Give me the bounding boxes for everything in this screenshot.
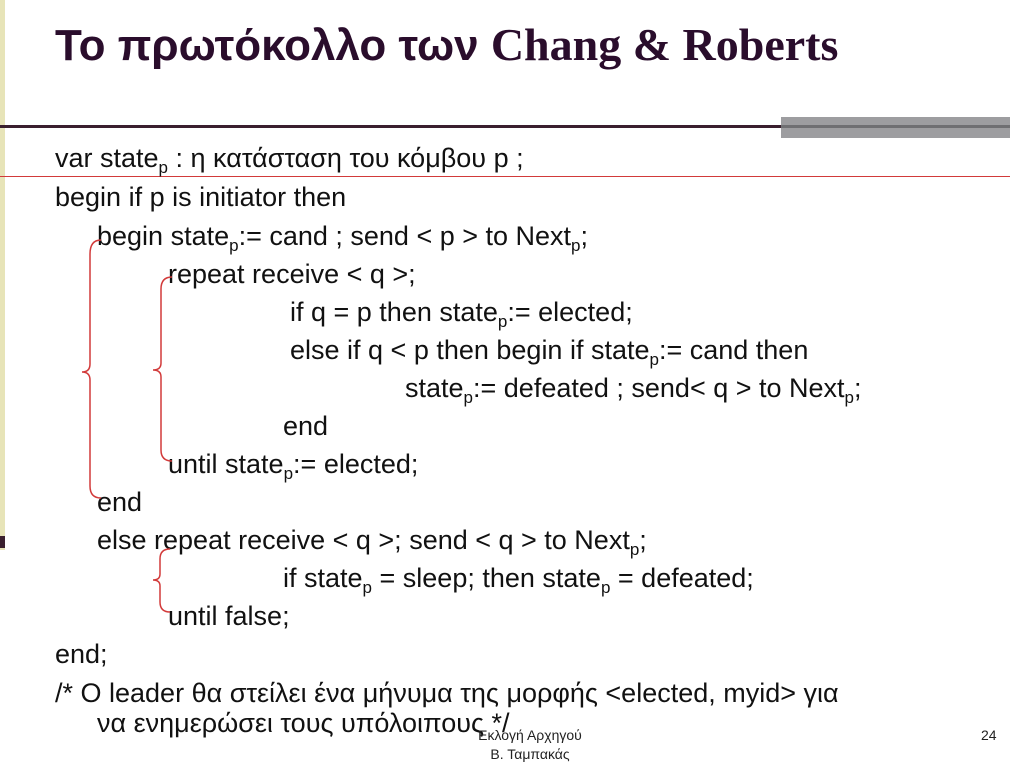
footer-topic: Εκλογή Αρχηγού [478,727,582,743]
code-line-repeat: repeat receive < q >; [168,259,416,289]
code-line-begin-if: begin if p is initiator then [55,182,347,212]
page-number: 24 [981,727,997,743]
comment-line-2: να ενημερώσει τους υπόλοιπους */ [97,708,510,738]
title-greek: Το πρωτόκολλο των [55,21,491,70]
footer-author: Β. Ταμπακάς [490,746,570,762]
code-line-inner-end: end [283,411,329,441]
code-line-begin-state: begin state$_p$:= cand ; send < p > to Next$_p$; [97,221,589,255]
code-line-until-elected: until state$_p$:= elected; [168,449,419,483]
outer-brace [82,240,101,498]
code-line-else-if: else if q < p then begin if state$_p$:= cand then [290,335,809,369]
title-authors: Chang & Roberts [490,19,839,70]
left-accent-bar [0,0,5,550]
code-line-else-repeat: else repeat receive < q >; send < q > to Next$_p$; [97,525,647,559]
left-accent-mark [0,536,5,548]
code-line-until-false: until false; [168,601,290,631]
slide-title [55,18,838,71]
repeat-brace [153,277,172,461]
title-divider-accent-line [781,125,1010,128]
code-line-final-end: end; [55,639,108,669]
code-line-if-elected: if q = p then state$_p$:= elected; [290,297,633,331]
code-line-var: var state$_p$ : η κατάσταση του κόμβου p ; [55,143,524,177]
slide-footer [470,726,590,764]
code-line-defeated: state$_p$:= defeated ; send< q > to Next$_p$; [405,373,862,407]
code-underline [0,176,1010,177]
comment-line-1: /* O leader θα στείλει ένα μήνυμα της μορφής <elected, myid> για [55,678,839,708]
code-line-if-sleep: if state$_p$ = sleep; then state$_p$ = defeated; [283,563,754,597]
code-line-end: end [97,487,143,517]
